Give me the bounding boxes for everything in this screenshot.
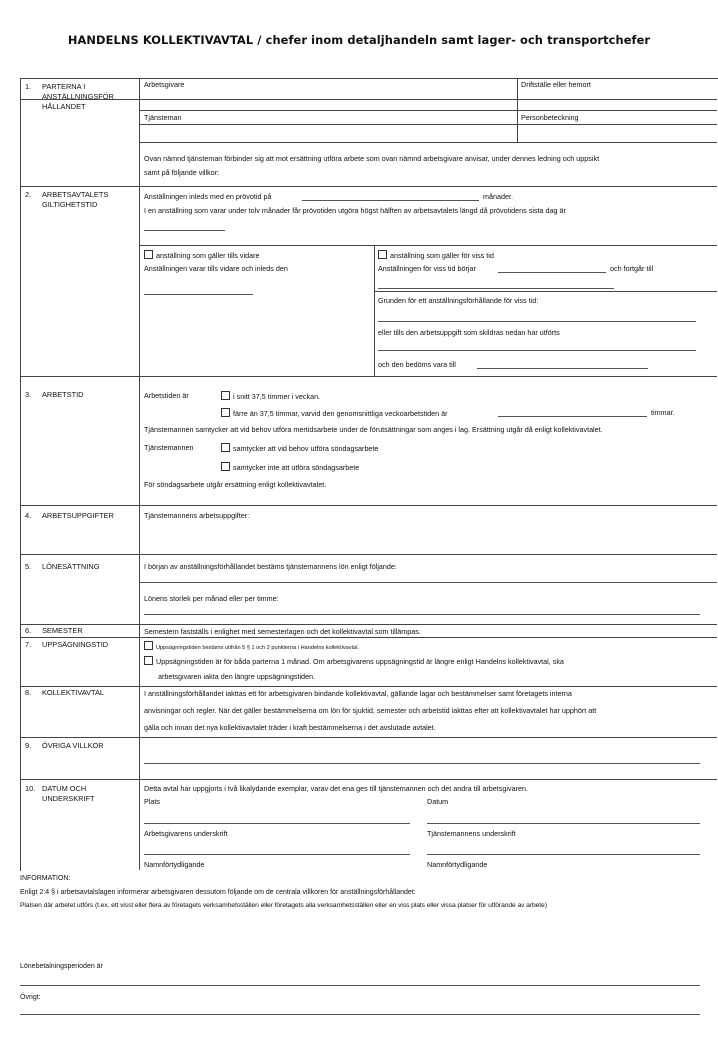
place-field[interactable]	[144, 823, 410, 824]
other-terms-field[interactable]	[144, 763, 700, 764]
probation-months-field[interactable]	[302, 200, 479, 201]
fixed-start-label: Anställningen för viss tid börjar	[378, 264, 476, 273]
sunday-compensation-text: För söndagsarbete utgår ersättning enligt kollektivavtalet.	[144, 480, 327, 489]
place-label: Plats	[144, 797, 160, 806]
hours-label: Arbetstiden är	[144, 391, 189, 400]
personal-id-label: Personbeteckning	[521, 113, 579, 122]
row-divider	[20, 779, 717, 780]
date-label: Datum	[427, 797, 449, 806]
hours-average-option[interactable]: i snitt 37,5 timmer i veckan.	[221, 391, 320, 401]
pay-period-label: Lönebetalningsperioden är	[20, 963, 103, 970]
collective-agreement-text: gälla och innan det nya kollektivavtalet träder i kraft bestämmelserna i det avslutade avtalet.	[144, 723, 436, 732]
employer-name-label: Namnförtydligande	[144, 860, 205, 869]
employee-name-label: Namnförtydligande	[427, 860, 488, 869]
row-divider	[20, 637, 717, 638]
employee-signature-field[interactable]	[427, 854, 700, 855]
column-divider	[374, 245, 375, 376]
probation-text: månader.	[483, 192, 513, 201]
employee-signature-label: Tjänstemannens underskrift	[427, 829, 516, 838]
overtime-consent-text: Tjänstemannen samtycker att vid behov utföra mertidsarbete under de förutsättningar som anges i lag. Ersättning utgår då enligt kollektivavtalet.	[144, 425, 603, 434]
collective-agreement-text: I anställningsförhållandet iakttas ett för arbetsgivaren bindande kollektivavtal, gällande lagar och bestämmelser samt företagets interna	[144, 689, 572, 698]
row-divider	[20, 554, 717, 555]
fixed-reason-field[interactable]	[378, 321, 696, 322]
vacation-text: Semestern fastställs i enlighet med semesterlagen och det kollektivavtal som tillämpas.	[144, 627, 421, 636]
probation-end-date-field[interactable]	[144, 230, 225, 231]
estimated-label: och den bedöms vara till	[378, 360, 456, 369]
fixed-term-option[interactable]: anställning som gäller för viss tid	[378, 250, 494, 260]
collective-agreement-text: anvisningar och regler. När det gäller bestämmelserna om lön för sjuktid, semester och arbetstid iakttas efter att kollektivavtalet har upphört att	[144, 706, 597, 715]
row-divider	[20, 186, 717, 187]
notice-option-1[interactable]: Uppsägningstiden bestäms utifrån 5 § 1 och 2 punkterna i Handelns kollektivavtal.	[144, 641, 359, 653]
employee-label: Tjänstemannen	[144, 443, 194, 452]
info-heading: INFORMATION:	[20, 875, 71, 882]
employer-signature-label: Arbetsgivarens underskrift	[144, 829, 228, 838]
probation-under12-text: I en anställning som varar under tolv månader får prövotiden utgöra högst hälften av arbetsavtalets längd då prövotidens sista dag är	[144, 206, 566, 215]
commitment-text: Ovan nämnd tjänsteman förbinder sig att mot ersättning utföra arbete som ovan nämnd arbetsgivare anvisar, under dennes ledning och uppsikt	[144, 154, 600, 163]
salary-field[interactable]	[139, 582, 717, 583]
row-divider	[374, 291, 717, 292]
estimated-end-field[interactable]	[477, 368, 648, 369]
or-until-label: eller tills den arbetsuppgift som skildras nedan har utförts	[378, 328, 560, 337]
notice-option-2-checkbox[interactable]	[144, 656, 153, 665]
employer-label: Arbetsgivare	[144, 80, 185, 89]
other-field[interactable]	[20, 1014, 700, 1015]
fixed-start-field[interactable]	[498, 272, 606, 273]
info-text: Enligt 2:4 § i arbetsavtalslagen informerar arbetsgivaren dessutom följande om de centrala villkoren för anställningsförhållandet:	[20, 889, 416, 896]
row-divider	[139, 142, 717, 143]
row-divider	[20, 624, 717, 625]
salary-size-label: Lönens storlek per månad eller per timme:	[144, 594, 279, 603]
pay-period-field[interactable]	[20, 985, 700, 986]
notice-option-2-cont: arbetsgivaren iakta den längre uppsägningstiden.	[158, 672, 316, 681]
salary-start-label: I början av anställningsförhållandet bestäms tjänstemannens lön enligt följande:	[144, 562, 397, 571]
column-divider	[517, 78, 518, 142]
notice-option-2[interactable]: Uppsägningstiden är för båda parterna 1 månad. Om arbetsgivarens uppsägningstid är längre enligt Handelns kollektivavtal, ska	[144, 656, 564, 666]
other-label: Övrigt:	[20, 994, 41, 1001]
probation-text: Anställningen inleds med en prövotid på	[144, 192, 272, 201]
hours-fewer-checkbox[interactable]	[221, 408, 230, 417]
until-further-option[interactable]: anställning som gäller tills vidare	[144, 250, 259, 260]
date-field[interactable]	[427, 823, 700, 824]
until-further-checkbox[interactable]	[144, 250, 153, 259]
info-text: Platsen där arbetet utförs (t.ex. ett visst eller flera av företagets verksamhetsställen eller företagets alla verksamhetsställen eller en viss plats eller vissa platser för utförande av arbete)	[20, 902, 547, 909]
notice-option-1-checkbox[interactable]	[144, 641, 153, 650]
tasks-label: Tjänstemannens arbetsuppgifter:	[144, 511, 250, 520]
hours-unit-label: timmar.	[651, 408, 675, 417]
hours-average-checkbox[interactable]	[221, 391, 230, 400]
fixed-term-checkbox[interactable]	[378, 250, 387, 259]
employer-signature-field[interactable]	[144, 854, 410, 855]
sunday-no-checkbox[interactable]	[221, 462, 230, 471]
row-divider	[20, 737, 717, 738]
row-divider	[139, 245, 717, 246]
sunday-no-option[interactable]: samtycker inte att utföra söndagsarbete	[221, 462, 359, 472]
hours-fewer-option[interactable]: färre än 37,5 timmar, varvid den genomsnittliga veckoarbetstiden är	[221, 408, 448, 418]
task-description-field[interactable]	[378, 350, 696, 351]
fixed-continues-label: och fortgår till	[610, 264, 654, 273]
row-divider	[139, 110, 717, 111]
fixed-reason-label: Grunden för ett anställningsförhållande för viss tid:	[378, 296, 539, 305]
fixed-end-field[interactable]	[378, 288, 614, 289]
row-divider	[139, 124, 717, 125]
weekly-hours-field[interactable]	[498, 416, 647, 417]
sunday-yes-checkbox[interactable]	[221, 443, 230, 452]
row-divider	[20, 686, 717, 687]
salary-size-field[interactable]	[144, 614, 700, 615]
document-title: HANDELNS KOLLEKTIVAVTAL / chefer inom detaljhandeln samt lager- och transportchefer	[67, 33, 651, 47]
copies-text: Detta avtal har uppgjorts i två likalydande exemplar, varav det ena ges till tjänstemannen och det andra till arbetsgivaren.	[144, 784, 528, 793]
employee-label: Tjänsteman	[144, 113, 182, 122]
commitment-text: samt på följande villkor:	[144, 168, 220, 177]
until-further-start-label: Anställningen varar tills vidare och inleds den	[144, 264, 288, 273]
until-further-start-field[interactable]	[144, 294, 253, 295]
row-divider	[20, 505, 717, 506]
workplace-label: Driftställe eller hemort	[521, 80, 591, 89]
row-divider	[20, 376, 717, 377]
sunday-yes-option[interactable]: samtycker att vid behov utföra söndagsarbete	[221, 443, 378, 453]
